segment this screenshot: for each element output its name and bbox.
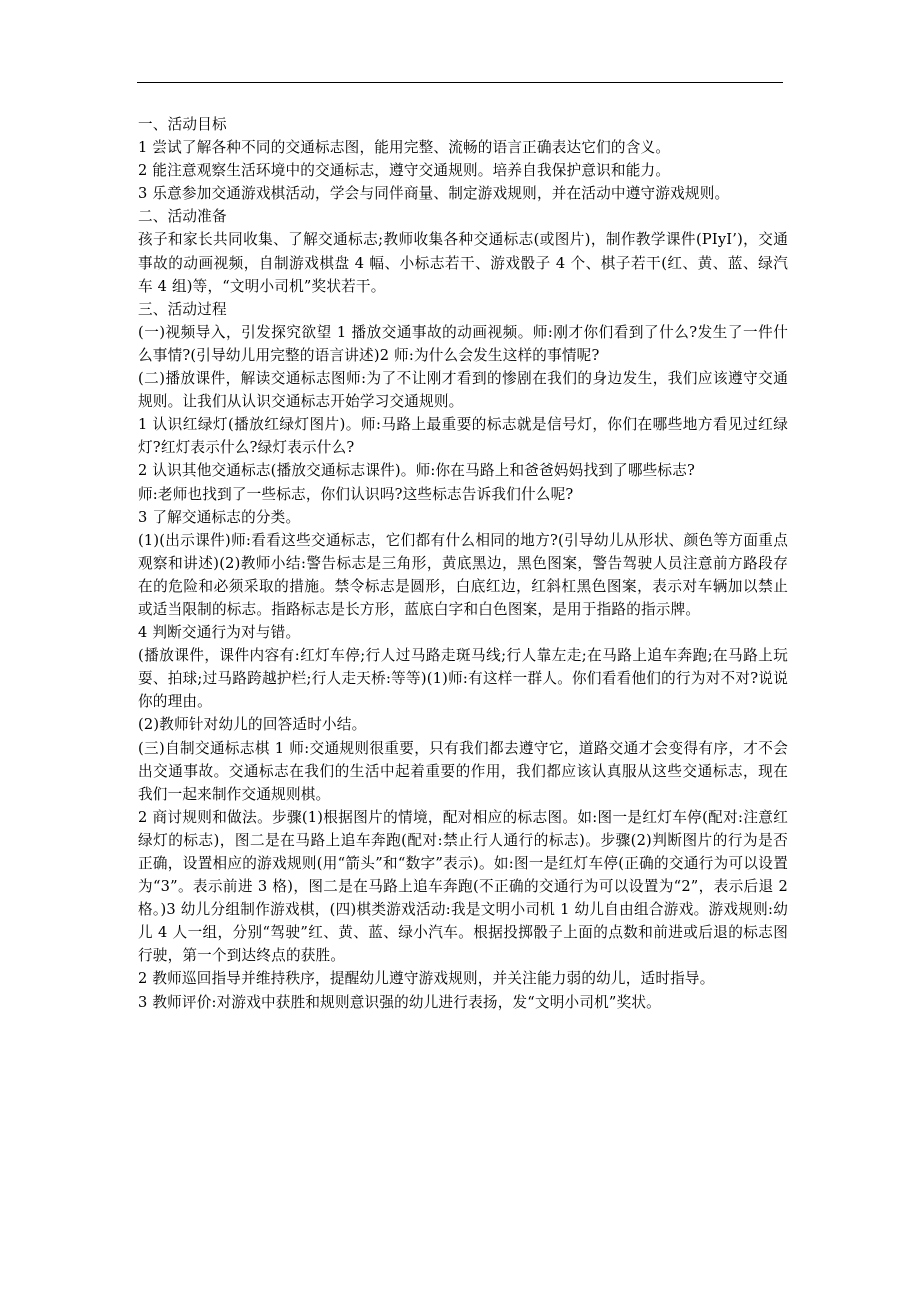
process-paragraph-make-game: (三)自制交通标志棋 1 师:交通规则很重要，只有我们都去遵守它，道路交通才会变得有序，才不会出交通事故。交通标志在我们的生活中起着重要的作用，我们都应该认真服从这些交通标志，现在我们一起来制作交通规则棋。 [138, 739, 788, 803]
goal-item-2: 2 能注意观察生活环境中的交通标志，遵守交通规则。培养自我保护意识和能力。 [138, 162, 671, 180]
process-paragraph-evaluation: 3 教师评价:对游戏中获胜和规则意识强的幼儿进行表扬，发“文明小司机”奖状。 [138, 993, 661, 1011]
header-rule [137, 82, 783, 83]
document-body [138, 113, 788, 1014]
process-paragraph-classification: 3 了解交通标志的分类。 [138, 508, 301, 526]
goal-item-1: 1 尝试了解各种不同的交通标志图，能用完整、流畅的语言正确表达它们的含义。 [138, 139, 671, 157]
section-heading-goals: 一、活动目标 [138, 116, 227, 133]
process-paragraph-guidance: 2 教师巡回指导并维持秩序，提醒幼儿遵守游戏规则，并关注能力弱的幼儿，适时指导。 [138, 970, 715, 988]
process-paragraph-courseware: (二)播放课件，解读交通标志图师:为了不让刚才看到的惨剧在我们的身边发生，我们应该遵守交通规则。让我们从认识交通标志开始学习交通规则。 [138, 370, 788, 411]
process-paragraph-video: (一)视频导入，引发探究欲望 1 播放交通事故的动画视频。师:刚才你们看到了什么?发生了一件什么事情?(引导幼儿用完整的语言讲述)2 师:为什么会发生这样的事情呢? [138, 323, 788, 364]
process-paragraph-other-signs: 2 认识其他交通标志(播放交通标志课件)。师:你在马路上和爸爸妈妈找到了哪些标志? [138, 462, 696, 480]
process-paragraph-judge: 4 判断交通行为对与错。 [138, 624, 301, 642]
process-paragraph-judge-detail: (播放课件，课件内容有:红灯车停;行人过马路走斑马线;行人靠左走;在马路上追车奔跑;在马路上玩耍、拍球;过马路跨越护栏;行人走天桥:等等)(1)师:有这样一群人。你们看看他们的行为对不对?说说你的理由。 [138, 647, 788, 711]
goal-item-3: 3 乐意参加交通游戏棋活动，学会与同伴商量、制定游戏规则，并在活动中遵守游戏规则。 [138, 185, 730, 203]
process-paragraph-rules: 2 商讨规则和做法。步骤(1)根据图片的情境，配对相应的标志图。如:图一是红灯车停(配对:注意红绿灯的标志)，图二是在马路上追车奔跑(配对:禁止行人通行的标志)。步骤(2)判断图片的行为是否正确，设置相应的游戏规则(用“箭头”和“数字”表示)。如:图一是红灯车停(正确的交通行为可以设置为“3”。表示前进 3 格)，图二是在马路上追车奔跑(不正确的交通行为可以设置为“2”，表示后退 2 格。)3 幼儿分组制作游戏棋，(四)棋类游戏活动:我是文明小司机 1 幼儿自由组合游戏。游戏规则:幼儿 4 人一组，分别“驾驶”红、黄、蓝、绿小汽车。根据投掷骰子上面的点数和前进或后退的标志图行驶，第一个到达终点的获胜。 [138, 808, 788, 965]
process-paragraph-teacher-signs: 师:老师也找到了一些标志，你们认识吗?这些标志告诉我们什么呢? [138, 485, 574, 503]
process-paragraph-traffic-light: 1 认识红绿灯(播放红绿灯图片)。师:马路上最重要的标志就是信号灯，你们在哪些地方看见过红绿灯?红灯表示什么?绿灯表示什么? [138, 416, 788, 457]
preparation-paragraph: 孩子和家长共同收集、了解交通标志;教师收集各种交通标志(或图片)，制作教学课件(PIyI’)，交通事故的动画视频，自制游戏棋盘 4 幅、小标志若干、游戏骰子 4 个、棋子若干(红、黄、蓝、绿汽车 4 组)等，“文明小司机”奖状若干。 [138, 231, 788, 295]
process-paragraph-classification-detail: (1)(出示课件)师:看看这些交通标志，它们都有什么相同的地方?(引导幼儿从形状、颜色等方面重点观察和讲述)(2)教师小结:警告标志是三角形，黄底黑边，黑色图案，警告驾驶人员注意前方路段存在的危险和必须采取的措施。禁令标志是圆形，白底红边，红斜杠黑色图案，表示对车辆加以禁止或适当限制的标志。指路标志是长方形，蓝底白字和白色图案，是用于指路的指示牌。 [138, 531, 788, 618]
process-paragraph-summary: (2)教师针对幼儿的回答适时小结。 [138, 716, 367, 734]
section-heading-preparation: 二、活动准备 [138, 208, 227, 226]
section-heading-process: 三、活动过程 [138, 300, 227, 318]
